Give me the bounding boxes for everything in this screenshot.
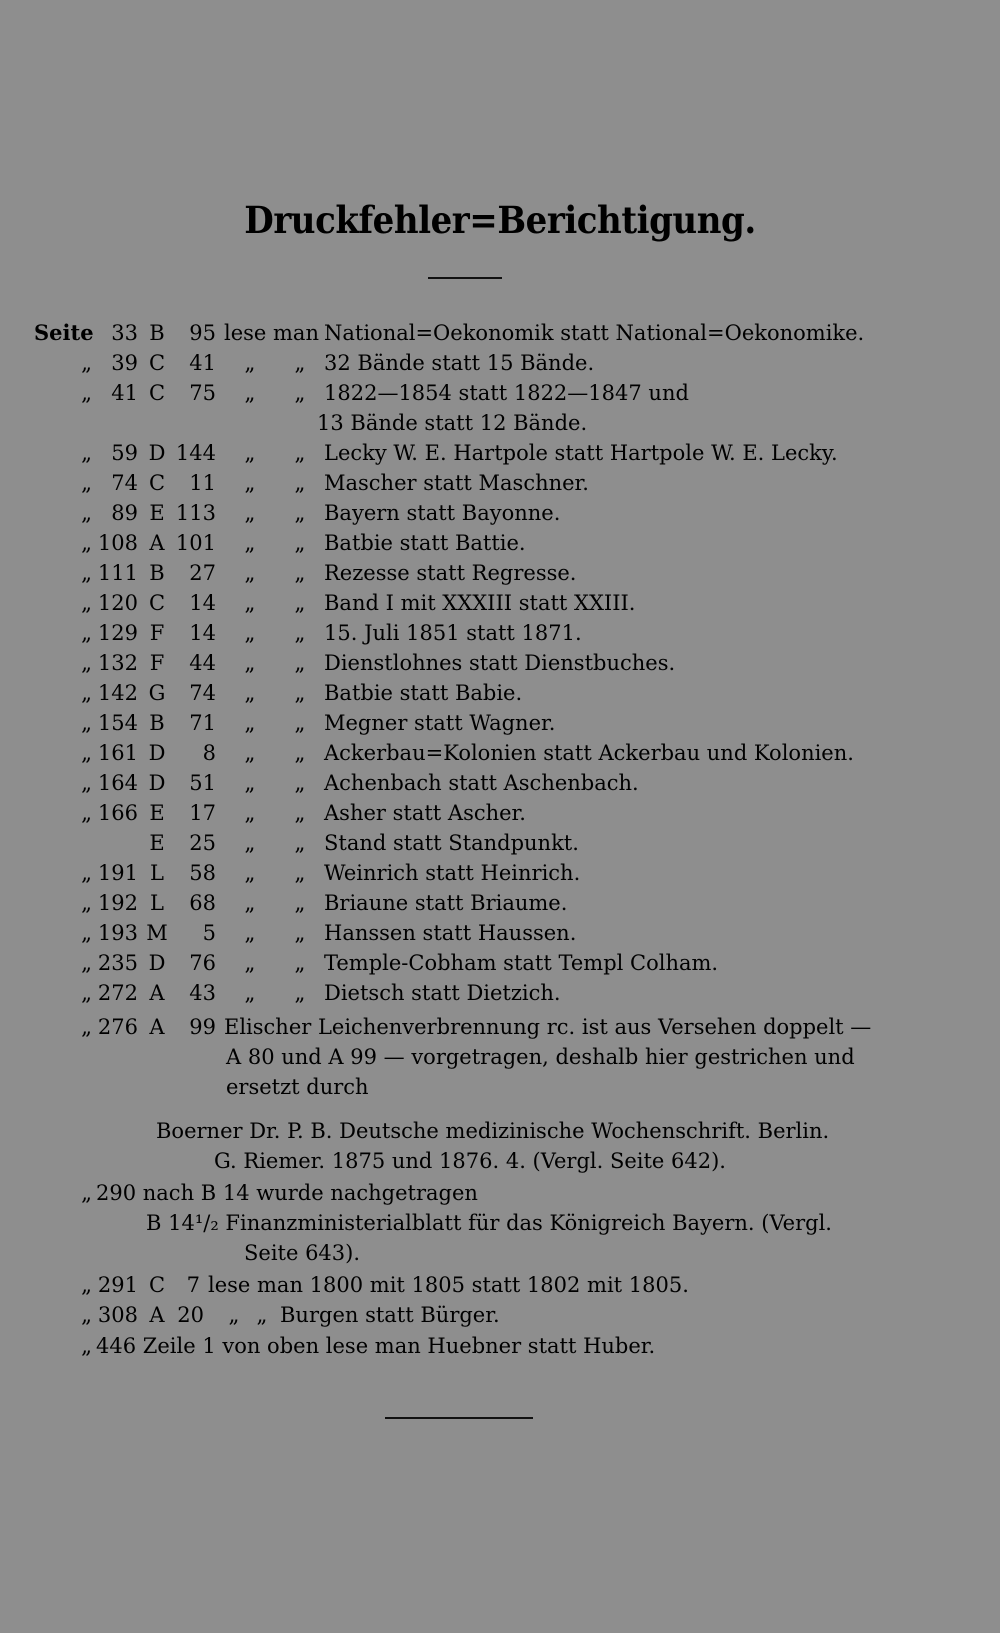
- correction-text: Dietsch statt Dietzich.: [324, 981, 561, 1005]
- ditto-mark: „: [244, 621, 256, 645]
- page-number: 161: [97, 741, 138, 765]
- page-number: 193: [97, 921, 138, 945]
- errata-row: [0, 618, 1000, 648]
- correction-text: Batbie statt Babie.: [324, 681, 523, 705]
- ditto-mark: „: [244, 441, 256, 465]
- ditto-mark: „: [294, 381, 306, 405]
- ditto-mark: „: [244, 831, 256, 855]
- ditto-mark: „: [294, 651, 306, 675]
- ditto-mark: „: [244, 921, 256, 945]
- line-number: 14: [189, 591, 216, 615]
- ditto-mark: „: [81, 651, 92, 675]
- correction-text: Bayern statt Bayonne.: [324, 501, 561, 525]
- page-number: 41: [111, 381, 138, 405]
- correction-text: National=Oekonomik statt National=Oekonomike.: [324, 321, 865, 345]
- closing-divider: [385, 1417, 533, 1419]
- line-number: 25: [189, 831, 216, 855]
- column-letter: A: [149, 531, 165, 555]
- line-number: 58: [189, 861, 216, 885]
- ditto-mark: „: [294, 891, 306, 915]
- column-letter: A: [149, 1303, 165, 1327]
- column-letter: B: [149, 711, 165, 735]
- errata-row: [0, 828, 1000, 858]
- line-number: 144: [175, 441, 216, 465]
- column-letter: L: [150, 891, 164, 915]
- errata-row: [0, 528, 1000, 558]
- correction-text: Mascher statt Maschner.: [324, 471, 589, 495]
- page-number: 191: [97, 861, 138, 885]
- correction-text: 32 Bände statt 15 Bände.: [324, 351, 595, 375]
- ditto-mark: „: [294, 591, 306, 615]
- ditto-mark: „: [81, 861, 92, 885]
- errata-row: [0, 708, 1000, 738]
- ditto-mark: „: [244, 891, 256, 915]
- correction-text: Ackerbau=Kolonien statt Ackerbau und Kolonien.: [324, 741, 854, 765]
- errata-row: [0, 918, 1000, 948]
- ditto-mark: „: [244, 471, 256, 495]
- column-letter: B: [149, 321, 165, 345]
- ditto-mark: „: [244, 801, 256, 825]
- column-letter: C: [148, 351, 166, 375]
- line-number: 7: [186, 1273, 200, 1297]
- ditto-mark: „: [81, 771, 92, 795]
- line-number: 11: [189, 471, 216, 495]
- ditto-mark: „: [81, 1273, 92, 1297]
- errata-row: [0, 468, 1000, 498]
- line-number: 27: [189, 561, 216, 585]
- ditto-mark: „: [244, 651, 256, 675]
- page-number: 89: [111, 501, 138, 525]
- errata-continuation: [0, 1072, 1000, 1102]
- page-number: 308: [97, 1303, 138, 1327]
- errata-row: [0, 378, 1000, 408]
- ditto-mark: „: [244, 531, 256, 555]
- ditto-mark: „: [244, 981, 256, 1005]
- line-number: 14: [189, 621, 216, 645]
- column-letter: E: [149, 801, 165, 825]
- correction-text: 290 nach B 14 wurde nachgetragen: [96, 1181, 478, 1205]
- line-number: 76: [189, 951, 216, 975]
- ditto-mark: „: [81, 681, 92, 705]
- line-number: 75: [189, 381, 216, 405]
- ditto-mark: „: [81, 471, 92, 495]
- line-number: 71: [189, 711, 216, 735]
- ditto-mark: „: [81, 1015, 92, 1039]
- errata-row-276: [0, 1012, 1000, 1042]
- correction-text: Weinrich statt Heinrich.: [324, 861, 581, 885]
- ditto-mark: „: [294, 981, 306, 1005]
- errata-row: [0, 738, 1000, 768]
- ditto-mark: „: [294, 351, 306, 375]
- page-number: 74: [111, 471, 138, 495]
- correction-text: Lecky W. E. Hartpole statt Hartpole W. E. Lecky.: [324, 441, 838, 465]
- ditto-mark: „: [244, 771, 256, 795]
- column-letter: D: [148, 771, 166, 795]
- correction-text: B 14¹/₂ Finanzministerialblatt für das Königreich Bayern. (Vergl.: [146, 1211, 832, 1235]
- column-letter: E: [149, 501, 165, 525]
- ditto-mark: „: [294, 471, 306, 495]
- line-number: 17: [189, 801, 216, 825]
- page-number: 33: [111, 321, 138, 345]
- errata-continuation: [0, 1146, 1000, 1176]
- line-number: 113: [175, 501, 216, 525]
- ditto-mark: „: [294, 831, 306, 855]
- line-number: 8: [202, 741, 216, 765]
- column-letter: A: [149, 981, 165, 1005]
- correction-text: 1822—1854 statt 1822—1847 und: [324, 381, 689, 405]
- correction-text: Batbie statt Battie.: [324, 531, 526, 555]
- ditto-mark: „: [81, 561, 92, 585]
- ditto-mark: „: [81, 951, 92, 975]
- ditto-mark: „: [294, 681, 306, 705]
- ditto-mark: „: [81, 441, 92, 465]
- correction-text: Achenbach statt Aschenbach.: [324, 771, 639, 795]
- ditto-mark: „: [81, 531, 92, 555]
- column-letter: D: [148, 951, 166, 975]
- errata-row: [0, 498, 1000, 528]
- errata-row: [0, 558, 1000, 588]
- page-title: Druckfehler=Berichtigung.: [244, 198, 756, 242]
- line-number: 20: [177, 1303, 204, 1327]
- column-letter: E: [149, 831, 165, 855]
- ditto-mark: „: [294, 921, 306, 945]
- ditto-mark: „: [244, 351, 256, 375]
- page-number: 154: [97, 711, 138, 735]
- ditto-mark: „: [228, 1303, 240, 1327]
- column-letter: B: [149, 561, 165, 585]
- errata-row: [0, 678, 1000, 708]
- seite-label: Seite: [34, 320, 94, 345]
- errata-row: [0, 648, 1000, 678]
- errata-row: [0, 798, 1000, 828]
- column-letter: C: [148, 591, 166, 615]
- correction-text: 13 Bände statt 12 Bände.: [317, 411, 588, 435]
- ditto-mark: „: [244, 561, 256, 585]
- page-number: 276: [97, 1015, 138, 1039]
- column-letter: F: [149, 621, 165, 645]
- ditto-mark: „: [81, 741, 92, 765]
- column-letter: M: [146, 921, 168, 945]
- ditto-mark: „: [81, 351, 92, 375]
- ditto-mark: „: [244, 741, 256, 765]
- ditto-mark: „: [294, 711, 306, 735]
- errata-row: [0, 348, 1000, 378]
- ditto-mark: „: [244, 381, 256, 405]
- ditto-mark: „: [244, 501, 256, 525]
- correction-text: Asher statt Ascher.: [324, 801, 526, 825]
- errata-row-290: [0, 1178, 1000, 1208]
- column-letter: L: [150, 861, 164, 885]
- ditto-mark: „: [244, 711, 256, 735]
- correction-text: G. Riemer. 1875 und 1876. 4. (Vergl. Seite 642).: [214, 1149, 726, 1173]
- errata-row-291: [0, 1270, 1000, 1300]
- ditto-mark: „: [81, 801, 92, 825]
- ditto-mark: „: [244, 951, 256, 975]
- correction-text: lese man 1800 mit 1805 statt 1802 mit 1805.: [208, 1273, 689, 1297]
- ditto-mark: „: [244, 591, 256, 615]
- correction-text: Elischer Leichenverbrennung rc. ist aus Versehen doppelt —: [224, 1015, 872, 1039]
- errata-row: [0, 588, 1000, 618]
- ditto-mark: „: [294, 861, 306, 885]
- page-number: 142: [97, 681, 138, 705]
- ditto-mark: „: [81, 621, 92, 645]
- correction-text: Megner statt Wagner.: [324, 711, 556, 735]
- correction-text: Temple-Cobham statt Templ Colham.: [324, 951, 719, 975]
- ditto-mark: „: [81, 711, 92, 735]
- errata-row: [0, 438, 1000, 468]
- line-number: 41: [189, 351, 216, 375]
- ditto-mark: „: [81, 981, 92, 1005]
- correction-text: 446 Zeile 1 von oben lese man Huebner statt Huber.: [96, 1334, 656, 1358]
- ditto-mark: „: [294, 501, 306, 525]
- page-number: 192: [97, 891, 138, 915]
- line-number: 43: [189, 981, 216, 1005]
- ditto-mark: „: [294, 951, 306, 975]
- ditto-mark: „: [81, 1181, 92, 1205]
- page-number: 166: [97, 801, 138, 825]
- column-letter: C: [148, 1273, 166, 1297]
- errata-continuation: [0, 1238, 1000, 1268]
- ditto-mark: „: [294, 531, 306, 555]
- lese-man-label: lese man: [224, 321, 319, 345]
- line-number: 99: [189, 1015, 216, 1039]
- errata-row: [0, 978, 1000, 1008]
- correction-text: A 80 und A 99 — vorgetragen, deshalb hier gestrichen und: [226, 1045, 855, 1069]
- ditto-mark: „: [81, 1334, 92, 1358]
- page-number: 39: [111, 351, 138, 375]
- correction-text: 15. Juli 1851 statt 1871.: [324, 621, 582, 645]
- ditto-mark: „: [244, 861, 256, 885]
- ditto-mark: „: [294, 801, 306, 825]
- errata-row: [0, 888, 1000, 918]
- errata-row-446: [0, 1331, 1000, 1361]
- correction-text: Briaune statt Briaume.: [324, 891, 568, 915]
- errata-continuation: [0, 1208, 1000, 1238]
- ditto-mark: „: [81, 591, 92, 615]
- errata-row: [0, 318, 1000, 348]
- correction-text: Rezesse statt Regresse.: [324, 561, 577, 585]
- line-number: 68: [189, 891, 216, 915]
- page-number: 108: [97, 531, 138, 555]
- correction-text: Hanssen statt Haussen.: [324, 921, 577, 945]
- column-letter: G: [148, 681, 166, 705]
- page-number: 235: [97, 951, 138, 975]
- ditto-mark: „: [294, 741, 306, 765]
- ditto-mark: „: [294, 441, 306, 465]
- correction-text: Stand statt Standpunkt.: [324, 831, 579, 855]
- correction-text: Burgen statt Bürger.: [280, 1303, 500, 1327]
- ditto-mark: „: [244, 681, 256, 705]
- ditto-mark: „: [81, 921, 92, 945]
- page-number: 164: [97, 771, 138, 795]
- errata-continuation: [0, 408, 1000, 438]
- page-number: 291: [97, 1273, 138, 1297]
- page-number: 132: [97, 651, 138, 675]
- ditto-mark: „: [81, 381, 92, 405]
- ditto-mark: „: [81, 501, 92, 525]
- page-number: 120: [97, 591, 138, 615]
- errata-row-308: [0, 1300, 1000, 1330]
- ditto-mark: „: [81, 891, 92, 915]
- column-letter: C: [148, 471, 166, 495]
- errata-continuation: [0, 1116, 1000, 1146]
- page-number: 129: [97, 621, 138, 645]
- line-number: 101: [175, 531, 216, 555]
- errata-row: [0, 858, 1000, 888]
- ditto-mark: „: [294, 771, 306, 795]
- correction-text: Dienstlohnes statt Dienstbuches.: [324, 651, 676, 675]
- line-number: 51: [189, 771, 216, 795]
- page-number: 111: [97, 561, 138, 585]
- column-letter: D: [148, 441, 166, 465]
- correction-text: Boerner Dr. P. B. Deutsche medizinische Wochenschrift. Berlin.: [156, 1119, 830, 1143]
- ditto-mark: „: [81, 1303, 92, 1327]
- ditto-mark: „: [256, 1303, 268, 1327]
- ditto-mark: „: [294, 621, 306, 645]
- line-number: 44: [189, 651, 216, 675]
- page-number: 272: [97, 981, 138, 1005]
- errata-row: [0, 768, 1000, 798]
- correction-text: Seite 643).: [244, 1241, 361, 1265]
- correction-text: ersetzt durch: [226, 1075, 369, 1099]
- line-number: 5: [202, 921, 216, 945]
- correction-text: Band I mit XXXIII statt XXIII.: [324, 591, 636, 615]
- column-letter: F: [149, 651, 165, 675]
- column-letter: A: [149, 1015, 165, 1039]
- errata-row: [0, 948, 1000, 978]
- line-number: 74: [189, 681, 216, 705]
- column-letter: C: [148, 381, 166, 405]
- page-number: 59: [111, 441, 138, 465]
- line-number: 95: [189, 321, 216, 345]
- ditto-mark: „: [294, 561, 306, 585]
- errata-continuation: [0, 1042, 1000, 1072]
- column-letter: D: [148, 741, 166, 765]
